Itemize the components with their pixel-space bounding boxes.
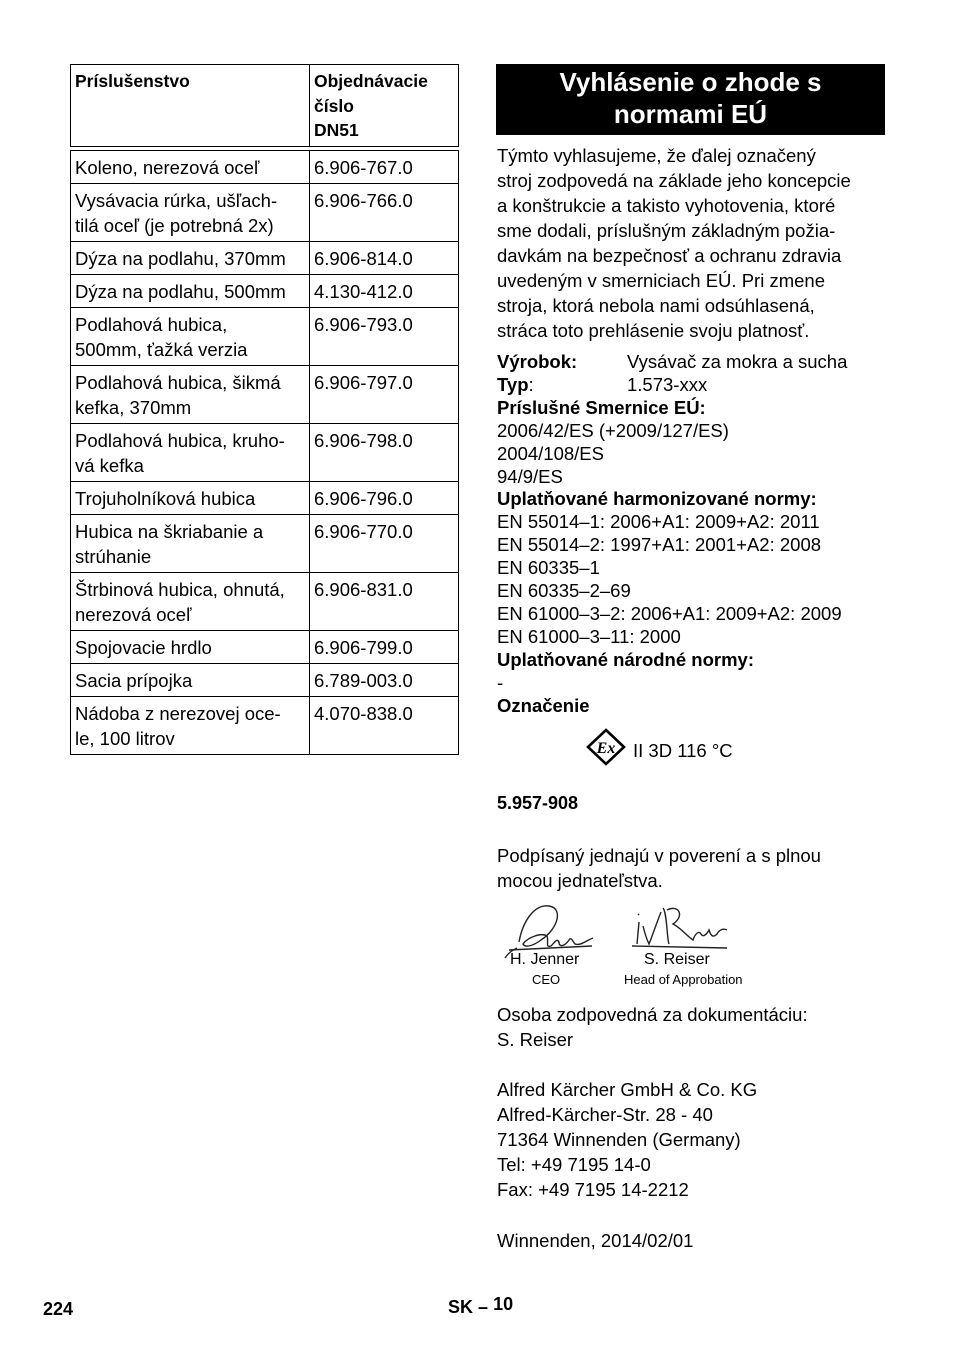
table-row: [71, 696, 459, 754]
directives-label: Príslušné Smernice EÚ:: [497, 396, 706, 418]
table-row: [71, 514, 459, 572]
accessory-name: [71, 241, 310, 274]
type-value: 1.573-xxx: [627, 373, 708, 395]
declaration-intro: [497, 143, 887, 343]
accessory-name-line: Podlahová hubica, šikmá: [75, 371, 281, 393]
table-header-row: [71, 65, 459, 147]
directive-item: 94/9/ES: [497, 465, 563, 487]
intro-line: a konštrukcie a takisto vyhotovenia, ktoré: [497, 195, 836, 216]
accessory-name-line: kefka, 370mm: [75, 396, 192, 418]
signed-line: mocou jednateľstva.: [497, 870, 663, 891]
accessory-name-line: 500mm, ťažká verzia: [75, 338, 248, 360]
header-order-number-line: Objednávacie: [314, 71, 428, 91]
order-number: 4.130-412.0: [310, 274, 459, 307]
harmonized-item: EN 61000–3–2: 2006+A1: 2009+A2: 2009: [497, 602, 842, 624]
address-line: Alfred-Kärcher-Str. 28 - 40: [497, 1104, 713, 1125]
accessory-name: [71, 663, 310, 696]
table-row: [71, 365, 459, 423]
table-body: [71, 150, 459, 754]
accessory-name-line: Štrbinová hubica, ohnutá,: [75, 578, 285, 600]
accessory-name-line: tilá oceľ (je potrebná 2x): [75, 214, 274, 236]
harmonized-label: Uplatňované harmonizované normy:: [497, 488, 817, 510]
harmonized-item: EN 61000–3–11: 2000: [497, 625, 681, 647]
accessory-name-line: nerezová oceľ: [75, 603, 192, 625]
accessory-name: [71, 572, 310, 630]
table-row: [71, 274, 459, 307]
language-label: SK: [448, 1297, 474, 1317]
accessory-name-line: Sacia prípojka: [75, 669, 193, 691]
accessory-name-line: Spojovacie hrdlo: [75, 636, 212, 658]
table-row: [71, 241, 459, 274]
doc-person-line: Osoba zodpovedná za dokumentáciu:: [497, 1004, 808, 1025]
accessories-table: [70, 64, 459, 755]
table-row: [71, 423, 459, 481]
accessory-name: [71, 307, 310, 365]
address-line: 71364 Winnenden (Germany): [497, 1129, 741, 1150]
header-order-number: [310, 65, 459, 147]
place-date-text: Winnenden, 2014/02/01: [497, 1230, 694, 1251]
order-number: 6.906-831.0: [310, 572, 459, 630]
address-line: Alfred Kärcher GmbH & Co. KG: [497, 1079, 758, 1100]
accessory-name-line: Koleno, nerezová oceľ: [75, 156, 260, 178]
accessory-name-line: Podlahová hubica, kruho-: [75, 429, 285, 451]
header-accessory: Príslušenstvo: [71, 65, 310, 147]
address-line: Tel: +49 7195 14-0: [497, 1154, 651, 1175]
intro-line: stroja, ktorá nebola nami odsúhlasená,: [497, 295, 815, 316]
accessory-name-line: strúhanie: [75, 545, 152, 567]
signatures: [497, 900, 757, 990]
product-row: [497, 351, 887, 374]
product-value: Vysávač za mokra a sucha: [627, 351, 848, 372]
accessory-name: [71, 150, 310, 183]
accessory-name: [71, 696, 310, 754]
directive-item: 2006/42/ES (+2009/127/ES): [497, 419, 729, 441]
accessory-name: [71, 274, 310, 307]
signatory-name: H. Jenner: [510, 951, 580, 968]
signed-line: Podpísaný jednajú v poverení a s plnou: [497, 845, 821, 866]
accessory-name-line: vá kefka: [75, 454, 144, 476]
header-order-number-line: číslo: [314, 95, 354, 116]
order-number: 6.906-767.0: [310, 150, 459, 183]
footer-dash: –: [478, 1297, 489, 1317]
order-number: 6.906-770.0: [310, 514, 459, 572]
order-number: 6.789-003.0: [310, 663, 459, 696]
accessory-name: [71, 514, 310, 572]
harmonized-item: EN 60335–1: [497, 557, 600, 579]
declaration-details: [497, 351, 887, 718]
signed-statement: [497, 843, 821, 893]
table-row: [71, 572, 459, 630]
ex-symbol-text: Ex: [596, 740, 616, 757]
accessory-name: [71, 481, 310, 514]
declaration-title: [496, 64, 885, 135]
table-row: [71, 307, 459, 365]
table-row: [71, 150, 459, 183]
order-number: 6.906-799.0: [310, 630, 459, 663]
accessory-name: [71, 630, 310, 663]
section-footer: [448, 1294, 514, 1318]
accessory-name-line: Dýza na podlahu, 370mm: [75, 247, 286, 269]
accessory-name: [71, 423, 310, 481]
reiser-signature: [632, 908, 727, 948]
accessory-name-line: le, 100 litrov: [75, 727, 175, 749]
intro-line: uvedeným v smerniciach EÚ. Pri zmene: [497, 270, 825, 291]
accessory-name-line: Hubica na škriabanie a: [75, 520, 264, 542]
intro-line: stroj zodpovedá na základe jeho koncepcie: [497, 170, 851, 191]
product-label: Výrobok:: [497, 351, 578, 372]
order-number: 6.906-797.0: [310, 365, 459, 423]
harmonized-item: EN 55014–1: 2006+A1: 2009+A2: 2011: [497, 511, 820, 533]
accessory-name: [71, 183, 310, 241]
doc-person-line: S. Reiser: [497, 1029, 574, 1050]
order-number: 6.906-798.0: [310, 423, 459, 481]
order-number: 6.906-814.0: [310, 241, 459, 274]
documentation-person: [497, 1002, 808, 1052]
order-number: 4.070-838.0: [310, 696, 459, 754]
header-order-number-line: DN51: [314, 120, 359, 140]
accessory-name-line: Trojuholníková hubica: [75, 487, 256, 509]
accessory-name-line: Dýza na podlahu, 500mm: [75, 280, 286, 302]
harmonized-item: EN 55014–2: 1997+A1: 2001+A2: 2008: [497, 534, 822, 556]
table-row: [71, 481, 459, 514]
accessory-name-line: Vysávacia rúrka, ušľach-: [75, 189, 278, 211]
section-page-number: 10: [493, 1294, 514, 1314]
type-colon: :: [528, 373, 534, 395]
type-label: Typ: [497, 373, 529, 395]
type-label-wrap: [497, 374, 627, 397]
company-address: [497, 1077, 757, 1202]
part-number: 5.957-908: [497, 793, 579, 813]
ex-marking-text: II 3D 116 °C: [633, 740, 733, 761]
national-value: -: [497, 671, 504, 693]
accessory-name-line: Podlahová hubica,: [75, 313, 228, 335]
type-row: [497, 374, 887, 397]
page-number: 224: [43, 1299, 74, 1319]
signatory-role: CEO: [532, 972, 561, 987]
order-number: 6.906-766.0: [310, 183, 459, 241]
signatory-role: Head of Approbation: [624, 972, 743, 987]
ex-hexagon-icon: [585, 728, 627, 766]
accessory-name-line: Nádoba z nerezovej oce-: [75, 702, 281, 724]
signatory-name: S. Reiser: [644, 951, 710, 968]
declaration-title-line: normami EÚ: [613, 99, 768, 129]
table-row: [71, 663, 459, 696]
order-number: 6.906-796.0: [310, 481, 459, 514]
ex-marking: [585, 728, 733, 766]
address-line: Fax: +49 7195 14-2212: [497, 1179, 689, 1200]
national-label: Uplatňované národné normy:: [497, 648, 754, 670]
declaration-title-line: Vyhlásenie o zhode s: [559, 67, 822, 97]
intro-line: davkám na bezpečnosť a ochranu zdravia: [497, 245, 842, 266]
harmonized-item: EN 60335–2–69: [497, 580, 631, 602]
accessory-name: [71, 365, 310, 423]
intro-line: sme dodali, príslušným základným požia-: [497, 220, 836, 241]
table-row: [71, 183, 459, 241]
intro-line: Týmto vyhlasujeme, že ďalej označený: [497, 145, 816, 166]
intro-line: stráca toto prehlásenie svoju platnosť.: [497, 320, 810, 341]
directive-item: 2004/108/ES: [497, 442, 604, 464]
order-number: 6.906-793.0: [310, 307, 459, 365]
marking-label: Označenie: [497, 694, 590, 716]
table-row: [71, 630, 459, 663]
place-date: [497, 1228, 693, 1253]
